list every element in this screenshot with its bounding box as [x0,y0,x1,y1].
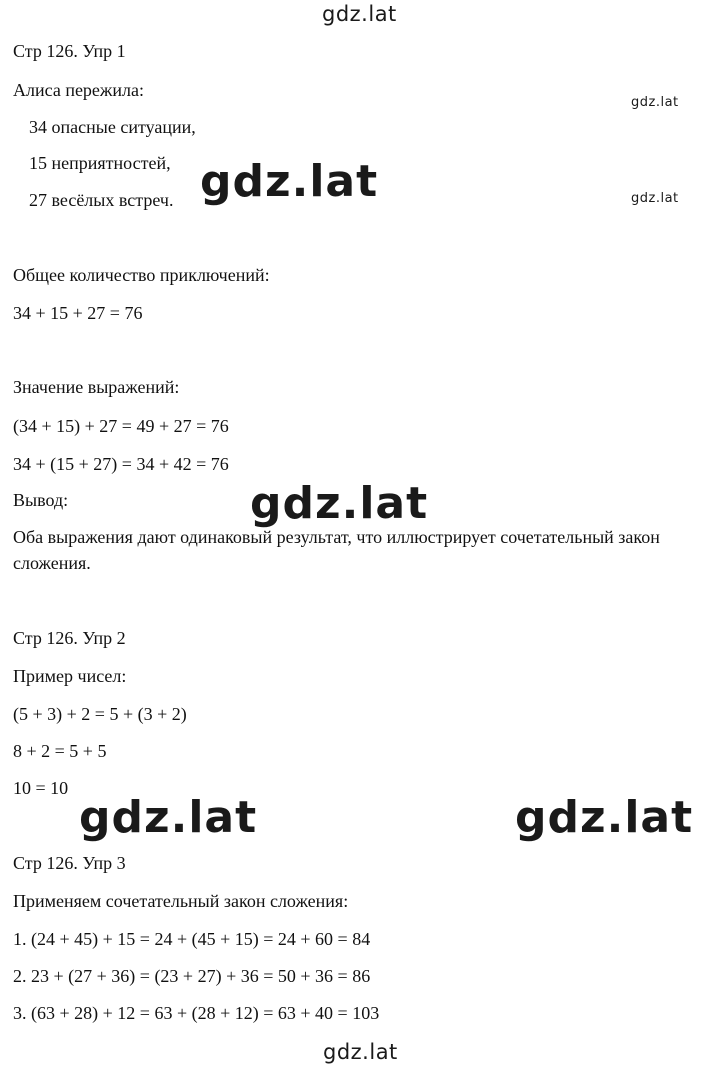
section1-intro: Алиса пережила: [13,80,144,100]
section3-line-1: 1. (24 + 45) + 15 = 24 + (45 + 15) = 24 + 60 = 84 [13,929,371,949]
section1-total-label: Общее количество приключений: [13,265,270,285]
watermark-large-2: gdz.lat [250,478,429,529]
section1-conclusion-label: Вывод: [13,490,69,510]
section3-heading: Стр 126. Упр 3 [13,853,126,873]
watermark-bottom: gdz.lat [323,1040,398,1064]
section2-line-2: 8 + 2 = 5 + 5 [13,741,107,761]
section3-intro: Применяем сочетательный закон сложения: [13,891,349,911]
section1-values-label: Значение выражений: [13,377,180,397]
section1-item-2: 15 неприятностей, [29,153,171,173]
watermark-large-4: gdz.lat [515,792,694,843]
section2-line-3: 10 = 10 [13,778,69,798]
section2-intro: Пример чисел: [13,666,127,686]
section1-item-1: 34 опасные ситуации, [29,117,196,137]
section3-line-3: 3. (63 + 28) + 12 = 63 + (28 + 12) = 63 + 40 = 103 [13,1003,380,1023]
watermark-top: gdz.lat [322,2,397,26]
watermark-large-3: gdz.lat [79,792,258,843]
watermark-small-2: gdz.lat [631,191,679,206]
watermark-small-1: gdz.lat [631,95,679,110]
section3-line-2: 2. 23 + (27 + 36) = (23 + 27) + 36 = 50 + 36 = 86 [13,966,371,986]
section1-expr-2: 34 + (15 + 27) = 34 + 42 = 76 [13,454,229,474]
section1-item-3: 27 весёлых встреч. [29,190,174,210]
section1-total-expr: 34 + 15 + 27 = 76 [13,303,143,323]
section1-expr-1: (34 + 15) + 27 = 49 + 27 = 76 [13,416,229,436]
section1-conclusion: Оба выражения дают одинаковый результат, что иллюстрирует сочетательный закон сложения. [13,527,660,573]
section1-heading: Стр 126. Упр 1 [13,41,126,61]
section2-heading: Стр 126. Упр 2 [13,628,126,648]
section2-line-1: (5 + 3) + 2 = 5 + (3 + 2) [13,704,187,724]
watermark-large-1: gdz.lat [200,156,379,207]
